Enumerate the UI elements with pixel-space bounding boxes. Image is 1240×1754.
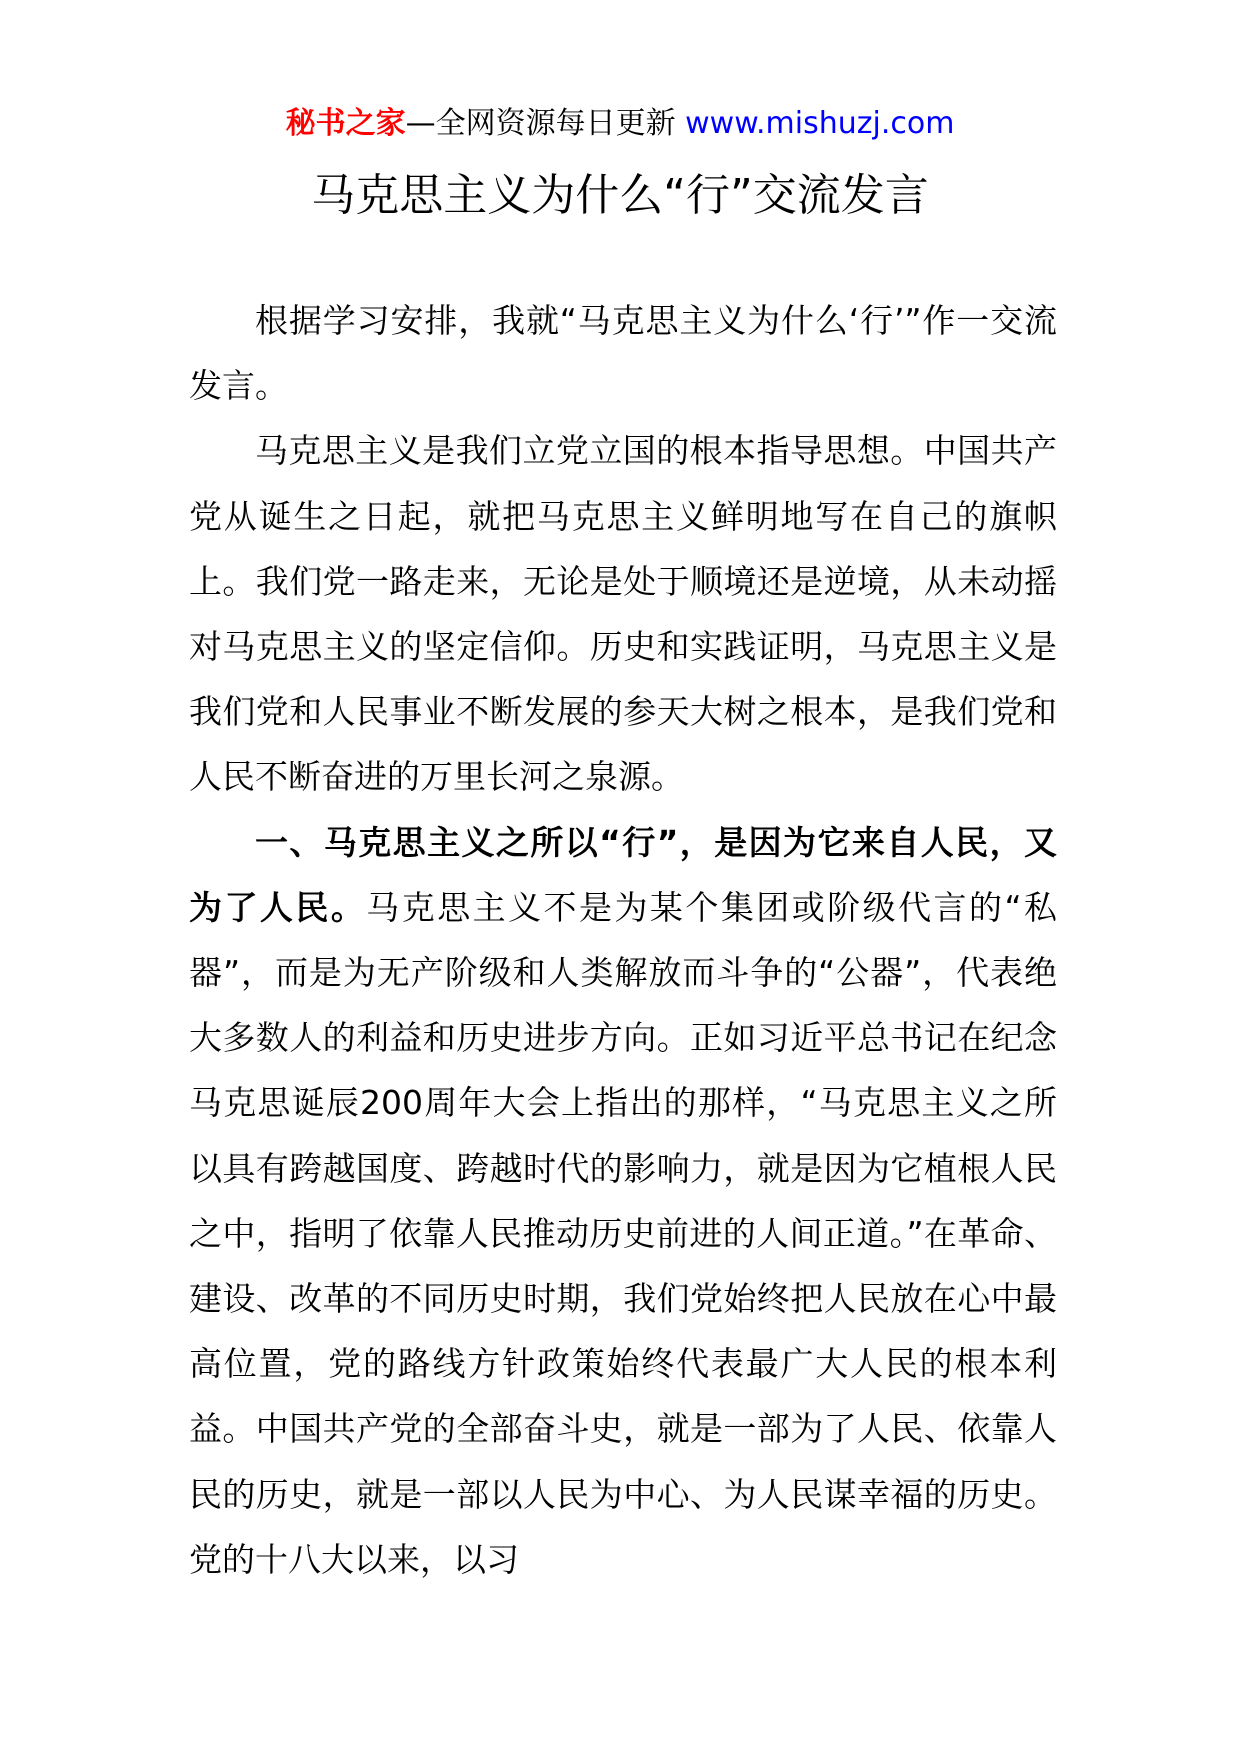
paragraph-text: 根据学习安排，我就“马克思主义为什么‘行’”作一交流发言。 <box>189 301 1057 406</box>
document-title: 马克思主义为什么“行”交流发言 <box>311 170 929 221</box>
section-heading: 一、马克思主义之所以“行”，是因为它来自人民，又为了人民。 <box>189 822 1057 927</box>
paragraph-text: 马克思主义是我们立党立国的根本指导思想。中国共产党从诞生之日起，就把马克思主义鲜明地写在自己的旗帜上。我们党一路走来，无论是处于顺境还是逆境，从未动摇对马克思主义的坚定信仰。历史和实践证明，马克思主义是我们党和人民事业不断发展的参天大树之根本，是我们党和人民不断奋进的万里长河之泉源。 <box>189 431 1057 797</box>
paragraph-section-one <box>189 810 1057 1592</box>
header-slogan: —全网资源每日更新 <box>405 106 686 141</box>
paragraph-intro <box>189 288 1057 418</box>
paragraph-text: 马克思主义不是为某个集团或阶级代言的“私器”，而是为无产阶级和人类解放而斗争的“公器”，代表绝大多数人的利益和历史进步方向。正如习近平总书记在纪念马克思诞辰200周年大会上指出的那样，“马克思主义之所以具有跨越国度、跨越时代的影响力，就是因为它植根人民之中，指明了依靠人民推动历史前进的人间正道。”在革命、建设、改革的不同历史时期，我们党始终把人民放在心中最高位置，党的路线方针政策始终代表最广大人民的根本利益。中国共产党的全部奋斗史，就是一部为了人民、依靠人民的历史，就是一部以人民为中心、为人民谋幸福的历史。党的十八大以来，以习 <box>189 887 1057 1579</box>
site-header <box>0 104 1240 144</box>
document-body <box>189 288 1057 1592</box>
brand-name: 秘书之家 <box>285 106 406 141</box>
paragraph-guiding-thought <box>189 418 1057 809</box>
site-url[interactable]: www.mishuzj.com <box>685 106 955 141</box>
